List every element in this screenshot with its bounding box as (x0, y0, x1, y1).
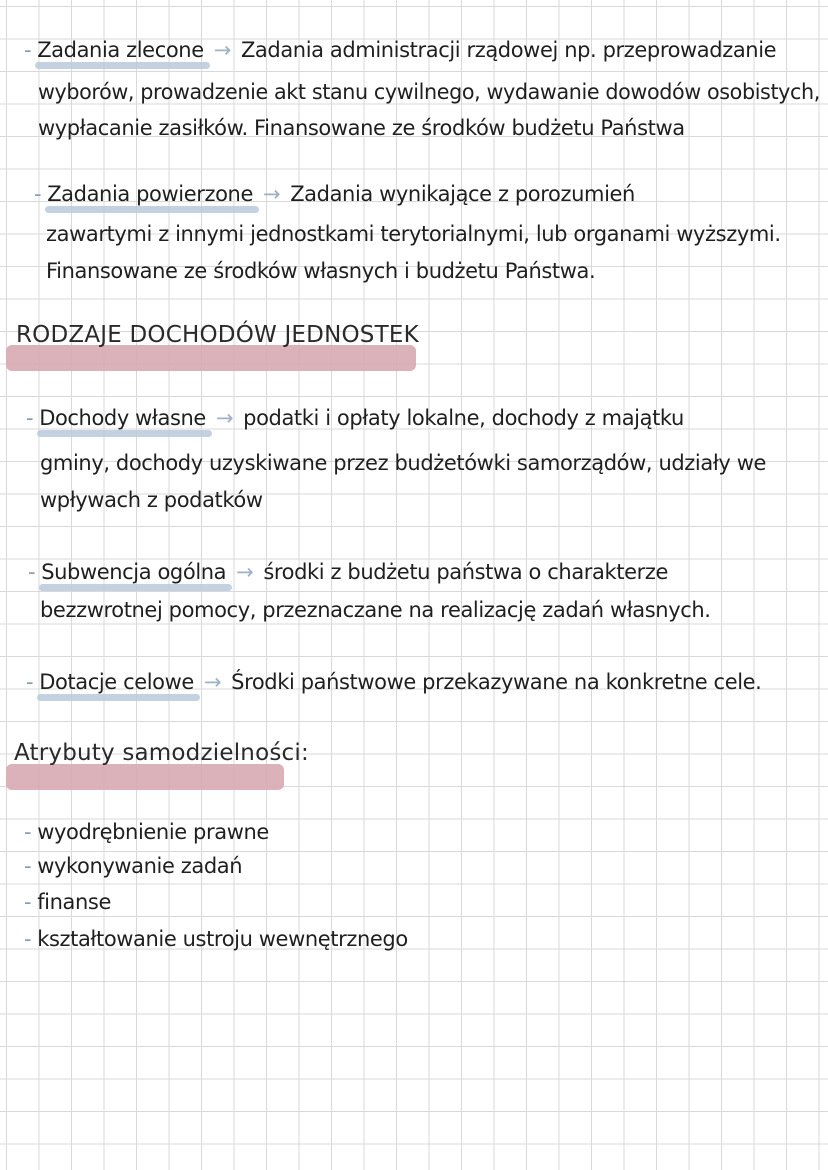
heading-rodzaje-dochodow: RODZAJE DOCHODÓW JEDNOSTEK (16, 322, 419, 348)
dochody-wlasne-line-1 (26, 404, 684, 432)
arrow-icon: → (262, 182, 281, 206)
zadania-zlecone-line-1 (24, 36, 776, 64)
arrow-icon: → (203, 670, 222, 694)
bullet-dash: - (24, 854, 32, 878)
list-item (24, 888, 111, 916)
zadania-powierzone-line-1 (34, 180, 635, 208)
bullet-dash: - (24, 890, 32, 914)
subwencja-desc-1: środki z budżetu państwa o charakterze (263, 560, 668, 584)
zadania-zlecone-desc-1: Zadania administracji rządowej np. przeprowadzanie (240, 38, 777, 62)
zadania-zlecone-line-3: wypłacanie zasiłków. Finansowane ze środków budżetu Państwa (38, 116, 685, 140)
bullet-dash: - (24, 927, 32, 951)
term-zadania-powierzone: Zadania powierzone (47, 182, 253, 206)
term-dotacje-celowe: Dotacje celowe (39, 670, 194, 694)
arrow-icon: → (236, 560, 254, 584)
bullet-dash: - (28, 560, 36, 584)
atrybut-text: wyodrębnienie prawne (37, 820, 269, 844)
subwencja-line-1 (28, 558, 668, 586)
atrybut-text: kształtowanie ustroju wewnętrznego (37, 927, 408, 951)
zadania-powierzone-desc-1: Zadania wynikające z porozumień (290, 182, 635, 206)
dotacje-desc-1: Środki państwowe przekazywane na konkretne cele. (231, 670, 762, 694)
term-subwencja-ogolna: Subwencja ogólna (41, 560, 227, 584)
dochody-wlasne-desc-1: podatki i opłaty lokalne, dochody z majątku (243, 406, 684, 430)
bullet-dash: - (24, 38, 32, 62)
atrybut-text: finanse (37, 890, 111, 914)
list-item (24, 818, 269, 846)
heading-atrybuty: Atrybuty samodzielności: (14, 740, 309, 766)
bullet-dash: - (26, 670, 34, 694)
list-item (24, 925, 408, 953)
arrow-icon: → (215, 406, 234, 430)
dotacje-line-1 (26, 668, 761, 696)
zadania-zlecone-line-2: wyborów, prowadzenie akt stanu cywilnego, wydawanie dowodów osobistych, (38, 80, 820, 104)
term-dochody-wlasne: Dochody własne (39, 406, 206, 430)
dochody-wlasne-line-3: wpływach z podatków (40, 488, 263, 512)
bullet-dash: - (26, 406, 34, 430)
atrybut-text: wykonywanie zadań (37, 854, 243, 878)
heading-highlight (6, 345, 416, 371)
term-zadania-zlecone: Zadania zlecone (37, 38, 204, 62)
dochody-wlasne-line-2: gminy, dochody uzyskiwane przez budżetówki samorządów, udziały we (40, 451, 766, 475)
zadania-powierzone-line-3: Finansowane ze środków własnych i budżetu Państwa. (46, 259, 596, 283)
bullet-dash: - (24, 820, 32, 844)
arrow-icon: → (213, 38, 231, 62)
list-item (24, 852, 242, 880)
zadania-powierzone-line-2: zawartymi z innymi jednostkami terytorialnymi, lub organami wyższymi. (46, 222, 781, 246)
heading-highlight (6, 764, 284, 790)
subwencja-line-2: bezzwrotnej pomocy, przeznaczane na realizację zadań własnych. (40, 598, 711, 622)
bullet-dash: - (34, 182, 42, 206)
